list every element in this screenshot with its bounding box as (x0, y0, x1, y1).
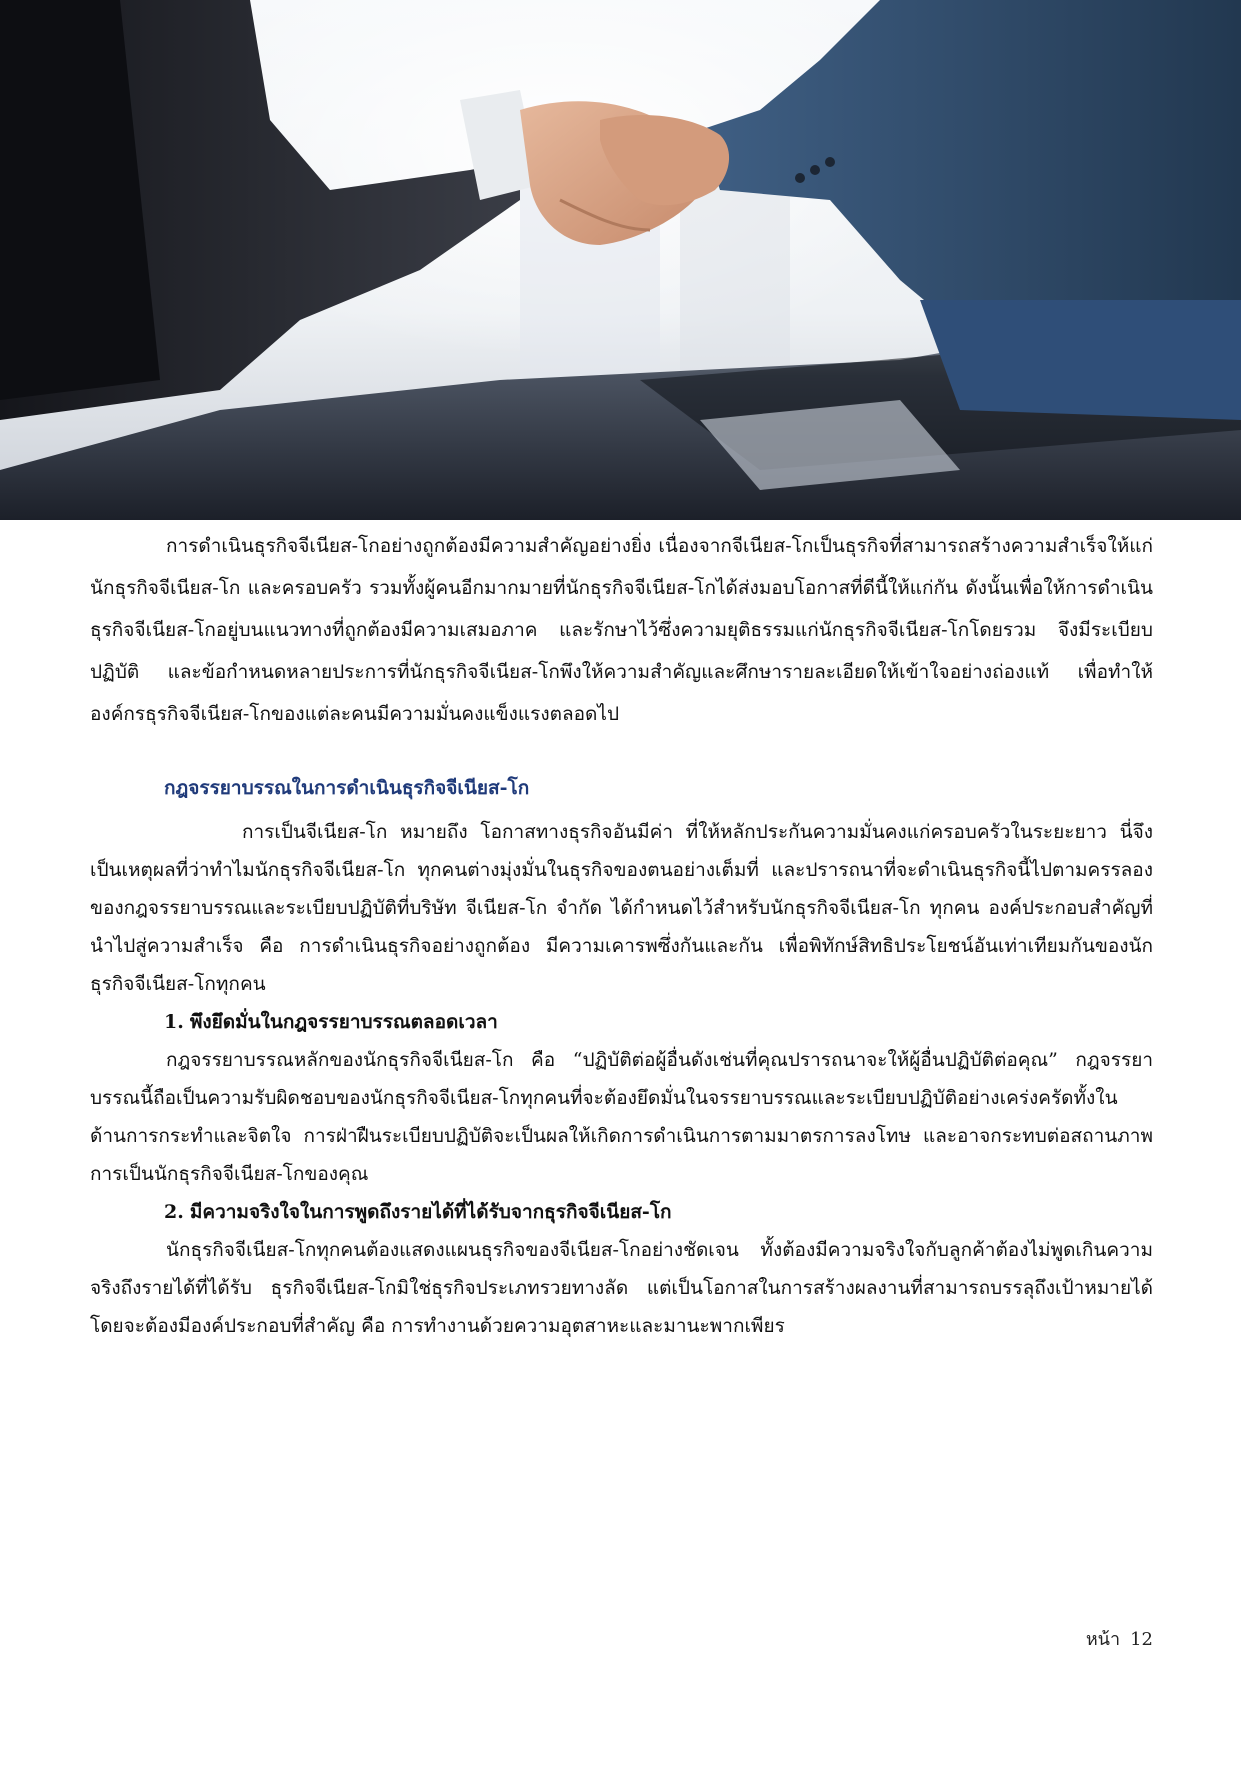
hero-image (0, 0, 1241, 520)
rule-2-title-text: มีความจริงใจในการพูดถึงรายได้ที่ได้รับจากธุรกิจจีเนียส-โก (189, 1201, 672, 1223)
section-paragraph: การเป็นจีเนียส-โก หมายถึง โอกาสทางธุรกิจอันมีค่า ที่ให้หลักประกันความมั่นคงแก่ครอบครัวในระยะยาว นี่จึงเป็นเหตุผลที่ว่าทำไมนักธุรกิจจีเนียส-โก ทุกคนต่างมุ่งมั่นในธุรกิจของตนอย่างเต็มที่ และปรารถนาที่จะดำเนินธุรกิจนี้ไปตามครรลองของกฎจรรยาบรรณและระเบียบปฏิบัติที่บริษัท จีเนียส-โก จำกัด ได้กำหนดไว้สำหรับนักธุรกิจจีเนียส-โก ทุกคน องค์ประกอบสำคัญที่นำไปสู่ความสำเร็จ คือ การดำเนินธุรกิจอย่างถูกต้อง มีความเคารพซึ่งกันและกัน เพื่อพิทักษ์สิทธิประโยชน์อันเท่าเทียมกันของนักธุรกิจจีเนียส-โกทุกคน (90, 821, 1153, 995)
handshake-photo-icon (0, 0, 1241, 520)
rule-1-title-text: พึงยึดมั่นในกฎจรรยาบรรณตลอดเวลา (189, 1011, 498, 1033)
rule-1-title (164, 1003, 1153, 1041)
rule-2-number: 2. (164, 1201, 184, 1223)
rule-2-title (164, 1193, 1153, 1231)
section-heading: กฎจรรยาบรรณในการดำเนินธุรกิจจีเนียส-โก (164, 777, 530, 799)
rule-2-text: นักธุรกิจจีเนียส-โกทุกคนต้องแสดงแผนธุรกิจของจีเนียส-โกอย่างชัดเจน ทั้งต้องมีความจริงใจกับลูกค้าต้องไม่พูดเกินความจริงถึงรายได้ที่ได้รับ ธุรกิจจีเนียส-โกมิใช่ธุรกิจประเภทรวยทางลัด แต่เป็นโอกาสในการสร้างผลงานที่สามารถบรรลุถึงเป้าหมายได้ โดยจะต้องมีองค์ประกอบที่สำคัญ คือ การทำงานด้วยความอุตสาหะและมานะพากเพียร (90, 1239, 1153, 1337)
page-number-value: 12 (1130, 1629, 1153, 1650)
rule-1-text: กฎจรรยาบรรณหลักของนักธุรกิจจีเนียส-โก คือ “ปฏิบัติต่อผู้อื่นดังเช่นที่คุณปรารถนาจะให้ผู้อื่นปฏิบัติต่อคุณ” กฎจรรยาบรรณนี้ถือเป็นความรับผิดชอบของนักธุรกิจจีเนียส-โกทุกคนที่จะต้องยึดมั่นในจรรยาบรรณและระเบียบปฏิบัติอย่างเคร่งครัดทั้งในด้านการกระทำและจิตใจ การฝ่าฝืนระเบียบปฏิบัติจะเป็นผลให้เกิดการดำเนินการตามมาตรการลงโทษ และอาจกระทบต่อสถานภาพการเป็นนักธุรกิจจีเนียส-โกของคุณ (90, 1049, 1153, 1185)
intro-paragraph: การดำเนินธุรกิจจีเนียส-โกอย่างถูกต้องมีความสำคัญอย่างยิ่ง เนื่องจากจีเนียส-โกเป็นธุรกิจที่สามารถสร้างความสำเร็จให้แก่นักธุรกิจจีเนียส-โก และครอบครัว รวมทั้งผู้คนอีกมากมายที่นักธุรกิจจีเนียส-โกได้ส่งมอบโอกาสที่ดีนี้ให้แก่กัน ดังนั้นเพื่อให้การดำเนินธุรกิจจีเนียส-โกอยู่บนแนวทางที่ถูกต้องมีความเสมอภาค และรักษาไว้ซึ่งความยุติธรรมแก่นักธุรกิจจีเนียส-โกโดยรวม จึงมีระเบียบปฏิบัติ และข้อกำหนดหลายประการที่นักธุรกิจจีเนียส-โกพึงให้ความสำคัญและศึกษารายละเอียดให้เข้าใจอย่างถ่องแท้ เพื่อทำให้องค์กรธุรกิจจีเนียส-โกของแต่ละคนมีความมั่นคงแข็งแรงตลอดไป (90, 535, 1153, 725)
document-body (90, 525, 1153, 1345)
rule-1-number: 1. (164, 1011, 184, 1033)
page-label: หน้า (1085, 1629, 1121, 1650)
page-number (1086, 1628, 1153, 1652)
